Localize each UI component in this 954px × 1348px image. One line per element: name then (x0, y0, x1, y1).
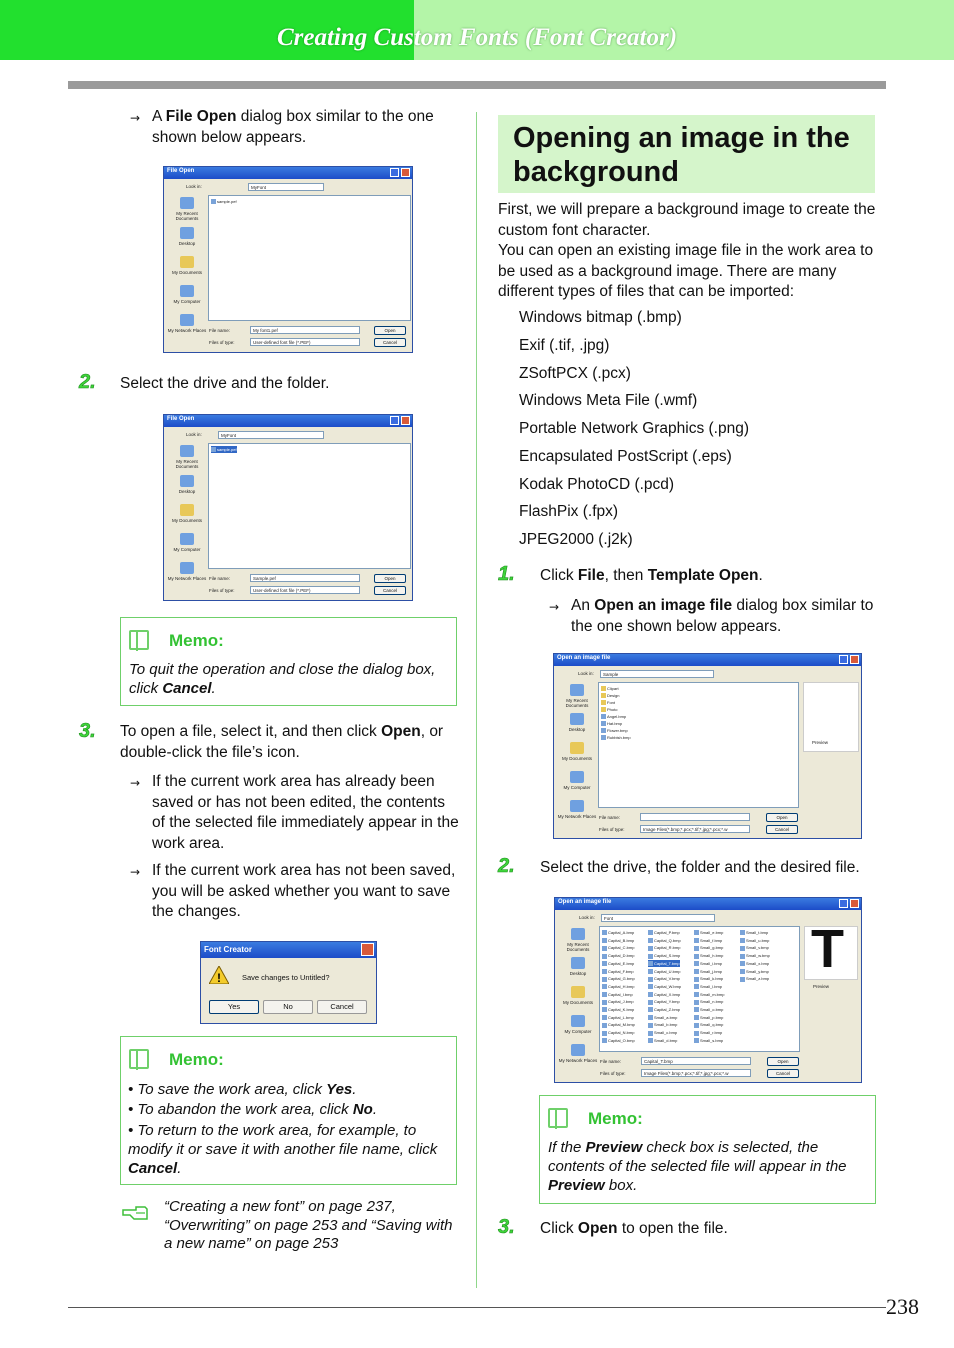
font-file-item: Small_z.bmp (740, 975, 769, 982)
font-file-item: Small_y.bmp (740, 968, 769, 975)
memo-box-2 (120, 1036, 457, 1185)
page-header-title: Creating Custom Fonts (Font Creator) (276, 24, 678, 51)
file-open-dialog-screenshot-1: File Open Look in: MyFont My Recent Documents Desktop My Documents My Computer My Network Places sample.pef File name: My font1.pef Open Files of type: User-defined font file (*.PEF) Cancel (163, 166, 413, 353)
file-type-item: Windows Meta File (.wmf) (519, 392, 698, 409)
font-file-item: Capital_G.bmp (602, 975, 635, 982)
font-file-item: Small_j.bmp (694, 968, 722, 975)
font-file-item: Capital_M.bmp (602, 1021, 635, 1028)
font-file-item: Capital_Y.bmp (648, 998, 680, 1005)
font-file-item: Small_x.bmp (740, 960, 769, 967)
step-text: To open a file, select it, and then click Open, or double-click the file’s icon. (120, 723, 444, 761)
step-text: Select the drive and the folder. (120, 375, 330, 392)
font-file-item: Capital_A.bmp (602, 929, 634, 936)
step-text: Select the drive, the folder and the desired file. (540, 859, 860, 876)
file-type-item: Encapsulated PostScript (.eps) (519, 448, 732, 465)
arrow-icon: → (130, 865, 141, 879)
font-file-item: Small_p.bmp (694, 1014, 723, 1021)
memo-icon (548, 1108, 568, 1128)
header-rule (68, 81, 886, 89)
paragraph: You can open an existing image file in the work area to be used as a background image. There are many different types of files that can be imported: (498, 242, 874, 300)
font-file-item: Small_l.bmp (694, 983, 722, 990)
page-number: 238 (886, 1294, 919, 1319)
font-file-item: Capital_P.bmp (648, 929, 680, 936)
file-type-item: FlashPix (.fpx) (519, 503, 619, 520)
file-type-item: JPEG2000 (.j2k) (519, 531, 633, 548)
step-number: 2. (79, 371, 96, 393)
font-file-item: Capital_O.bmp (602, 1037, 635, 1044)
font-file-item: Small_e.bmp (694, 929, 723, 936)
memo-text: If the Preview check box is selected, the contents of the selected file will appear in the Preview box. (548, 1139, 847, 1194)
font-file-item: Small_f.bmp (694, 937, 722, 944)
font-file-item: Small_s.bmp (694, 1037, 723, 1044)
result-item: → An Open an image file dialog box similar to the one shown below appears. (549, 597, 874, 635)
font-file-item: Small_i.bmp (694, 960, 722, 967)
font-file-item: Capital_D.bmp (602, 952, 634, 959)
pointing-hand-icon (121, 1201, 151, 1223)
font-file-item: Capital_H.bmp (602, 983, 634, 990)
result-item: → If the current work area has not been saved, you will be asked whether you want to save the changes. (130, 862, 456, 920)
font-file-item: Small_o.bmp (694, 1006, 723, 1013)
file-type-item: Kodak PhotoCD (.pcd) (519, 476, 675, 493)
warning-icon (209, 966, 229, 984)
font-file-item: Small_a.bmp (648, 1014, 677, 1021)
close-icon (401, 416, 410, 425)
step-text: Click Open to open the file. (540, 1220, 728, 1237)
section-title: Opening an image in the background (513, 122, 850, 188)
memo-title: Memo: (169, 1050, 224, 1069)
close-icon (850, 655, 859, 664)
memo-title: Memo: (588, 1109, 643, 1128)
font-file-item: Capital_T.bmp (648, 960, 680, 967)
font-file-item: Small_c.bmp (648, 1029, 677, 1036)
open-image-dialog-screenshot-2: Open an image file Look in: Font My Recent Documents Desktop My Documents My Computer My Network Places Capital_A.bmp Capital_B.bmp Capital_C.bmp Capital_D.bmp Capital_E.bmp Capital_F.bmp Capital_G.bmp Capital_H.bmp Capital_I.bmp Capital_J.bmp Capital_K.bmp Capital_L.bmp Capital_M.bmp Capital_N.bmp Capital_O.bmp Capital_P.bmp Capital_Q.bmp Capital_R.bmp Capital_S.bmp Capital_T.bmp Capital_U.bmp Capital_V.bmp Capital_W.bmp Capital_X.bmp Capital_Y.bmp Capital_Z.bmp Small_a.bmp Small_b.bmp Small_c.bmp Small_d.bmp Small_e.bmp Small_f.bmp Small_g.bmp Small_h.bmp Small_i.bmp Small_j.bmp Small_k.bmp Small_l.bmp Small_m.bmp Small_n.bmp Small_o.bmp Small_p.bmp Small_q.bmp Small_r.bmp Small_s.bmp Small_t.bmp Small_u.bmp Small_v.bmp Small_w.bmp Small_x.bmp Small_y.bmp Small_z.bmp T Preview File name: Capital_T.bmp Open Files of type: Image Files(*.bmp;*.pcx;*.tif;*.jpg;*.pcx;*.w Cancel (554, 897, 862, 1083)
file-type-item: Exif (.tif, .jpg) (519, 337, 610, 354)
font-file-item: Capital_B.bmp (602, 937, 634, 944)
font-file-item: Small_d.bmp (648, 1037, 677, 1044)
memo-box-3 (539, 1095, 876, 1204)
step-number: 3. (498, 1216, 515, 1238)
font-file-item: Capital_R.bmp (648, 944, 680, 951)
font-file-item: Small_n.bmp (694, 998, 723, 1005)
step-text: Click File, then Template Open. (540, 567, 763, 584)
memo-bullet: • To return to the work area, for example, to modify it or save it with another file name, click Cancel. (128, 1122, 438, 1177)
font-file-item: Capital_X.bmp (648, 991, 680, 998)
memo-box-1 (120, 617, 457, 706)
arrow-icon: → (130, 111, 141, 125)
open-image-dialog-screenshot-1: Open an image file Look in: Sample My Recent Documents Desktop My Documents My Computer My Network Places Clipart Design Font Photo Angel.bmp Hat.bmp Flower.bmp Rubbish.bmp Preview File name: Open Files of type: Image Files(*.bmp;*.pcx;*.tif;*.jpg;*.pcx;*.w Cancel (553, 653, 862, 839)
step-number: 3. (79, 720, 96, 742)
file-type-item: ZSoftPCX (.pcx) (519, 365, 631, 382)
arrow-icon: → (130, 776, 141, 790)
font-file-item: Capital_N.bmp (602, 1029, 634, 1036)
font-file-item: Capital_K.bmp (602, 1006, 634, 1013)
font-file-item: Capital_W.bmp (648, 983, 681, 990)
font-file-item: Small_w.bmp (740, 952, 770, 959)
file-type-item: Portable Network Graphics (.png) (519, 420, 750, 437)
font-file-item: Small_q.bmp (694, 1021, 723, 1028)
font-file-item: Capital_J.bmp (602, 998, 634, 1005)
help-icon (839, 899, 848, 908)
memo-icon (129, 1049, 149, 1069)
close-icon (361, 943, 374, 956)
footer-rule (68, 1307, 886, 1308)
file-type-item: Windows bitmap (.bmp) (519, 309, 682, 326)
font-file-list (599, 926, 800, 1052)
font-file-item: Small_g.bmp (694, 944, 723, 951)
font-file-item: Capital_C.bmp (602, 944, 634, 951)
font-file-item: Small_k.bmp (694, 975, 723, 982)
step-number: 1. (498, 563, 515, 585)
arrow-icon: → (549, 600, 560, 614)
paragraph: First, we will prepare a background image to create the custom font character. (498, 201, 876, 239)
font-file-item: Capital_F.bmp (602, 968, 634, 975)
font-file-item: Small_b.bmp (648, 1021, 677, 1028)
memo-text: To quit the operation and close the dialog box, click Cancel. (129, 661, 436, 697)
file-open-dialog-screenshot-2: File Open Look in: MyFont My Recent Documents Desktop My Documents My Computer My Network Places sample.pef File name: Sample.pef Open Files of type: User-defined font file (*.PEF) Cancel (163, 414, 413, 601)
font-file-item: Capital_Q.bmp (648, 937, 681, 944)
font-file-item: Small_m.bmp (694, 991, 724, 998)
memo-icon (129, 630, 149, 650)
font-file-item: Small_v.bmp (740, 944, 769, 951)
font-file-item: Small_u.bmp (740, 937, 769, 944)
font-file-item: Capital_E.bmp (602, 960, 634, 967)
intro-result: → A File Open dialog box similar to the one shown below appears. (130, 108, 434, 146)
result-item: → If the current work area has already been saved or has not been edited, the contents of the selected file immediately appear in the work area. (130, 773, 459, 852)
svg-text:!: ! (217, 971, 221, 984)
column-divider (476, 112, 477, 1288)
font-file-item: Capital_L.bmp (602, 1014, 634, 1021)
font-file-item: Capital_S.bmp (648, 952, 680, 959)
memo-bullet: • To save the work area, click Yes. (128, 1081, 357, 1098)
font-creator-confirm-dialog-screenshot: Font Creator ! Save changes to Untitled? Yes No Cancel (200, 941, 377, 1024)
font-file-item: Small_r.bmp (694, 1029, 722, 1036)
font-file-item: Capital_U.bmp (648, 968, 680, 975)
cross-reference: “Creating a new font” on page 237, “Overwriting” on page 253 and “Saving with a new name” on page 253 (164, 1198, 453, 1252)
help-icon (390, 168, 399, 177)
step-number: 2. (498, 855, 515, 877)
memo-bullet: • To abandon the work area, click No. (128, 1101, 377, 1118)
help-icon (839, 655, 848, 664)
font-file-item: Capital_Z.bmp (648, 1006, 680, 1013)
font-file-item: Capital_I.bmp (602, 991, 633, 998)
memo-title: Memo: (169, 631, 224, 650)
font-file-item: Capital_V.bmp (648, 975, 680, 982)
close-icon (401, 168, 410, 177)
font-file-item: Small_h.bmp (694, 952, 723, 959)
help-icon (390, 416, 399, 425)
close-icon (850, 899, 859, 908)
font-file-item: Small_t.bmp (740, 929, 768, 936)
